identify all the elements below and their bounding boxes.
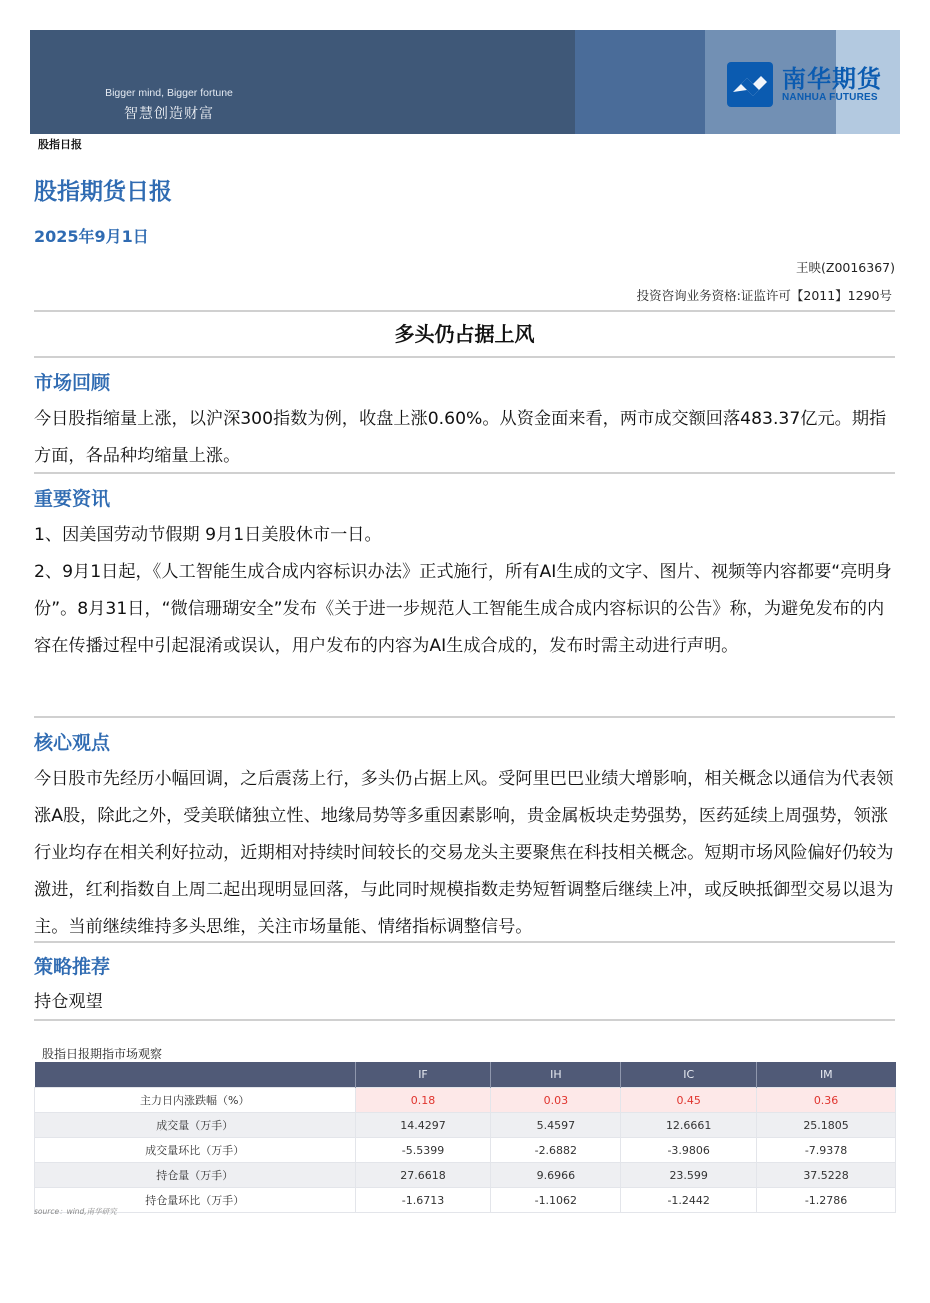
table-cell: -1.2786: [757, 1188, 896, 1213]
core-view-body: [34, 761, 900, 946]
table-cell: 23.599: [621, 1163, 757, 1188]
analyst-name: 王映(Z0016367): [796, 260, 895, 275]
table-cell: 12.6661: [621, 1113, 757, 1138]
column-header-if: IF: [355, 1062, 491, 1088]
table-cell: 9.6966: [491, 1163, 621, 1188]
table-cell: 0.18: [355, 1088, 491, 1113]
table-cell: 5.4597: [491, 1113, 621, 1138]
news-item: 2、9月1日起，《人工智能生成合成内容标识办法》正式施行，所有AI生成的文字、图片、视频等内容都要“亮明身份”。8月31日，“微信珊瑚安全”发布《关于进一步规范人工智能生成合成内容标识的公告》称，为避免发布的内容在传播过程中引起混淆或误认，用户发布的内容为AI生成合成的，发布时需主动进行声明。: [34, 562, 892, 656]
row-label: 成交量（万手）: [35, 1113, 356, 1138]
report-date: 2025年9月1日: [34, 227, 149, 246]
table-header-row: [35, 1062, 896, 1088]
divider: [34, 356, 895, 358]
table-cell: -2.6882: [491, 1138, 621, 1163]
strategy-text: 持仓观望: [34, 992, 103, 1012]
news-item: 1、因美国劳动节假期 9月1日美股休市一日。: [34, 525, 382, 545]
divider: [34, 716, 895, 718]
table-row: [35, 1188, 896, 1213]
table-row: [35, 1163, 896, 1188]
table-cell: -1.2442: [621, 1188, 757, 1213]
row-label: 成交量环比（万手）: [35, 1138, 356, 1163]
market-review-body: [34, 401, 900, 475]
table-cell: 27.6618: [355, 1163, 491, 1188]
section-title-strategy: 策略推荐: [34, 956, 111, 978]
row-label: 持仓量环比（万手）: [35, 1188, 356, 1213]
market-observation-table: [34, 1062, 896, 1213]
slogan-english: Bigger mind, Bigger fortune: [105, 87, 233, 99]
divider: [34, 472, 895, 474]
company-logo: [727, 62, 882, 107]
license-info: 投资咨询业务资格:证监许可【2011】1290号: [636, 288, 892, 303]
news-list: [34, 517, 900, 665]
table-cell: -3.9806: [621, 1138, 757, 1163]
table-cell: -1.1062: [491, 1188, 621, 1213]
table-row: [35, 1113, 896, 1138]
table-cell: 37.5228: [757, 1163, 896, 1188]
table-cell: 14.4297: [355, 1113, 491, 1138]
table-cell: 0.03: [491, 1088, 621, 1113]
row-label: 持仓量（万手）: [35, 1163, 356, 1188]
slogan-chinese: 智慧创造财富: [124, 106, 214, 122]
section-title-market-review: 市场回顾: [34, 372, 111, 394]
nanhua-logo-icon: [727, 62, 773, 107]
report-title: 股指期货日报: [34, 179, 172, 205]
report-headline: 多头仍占据上风: [394, 322, 535, 346]
table-cell: 0.36: [757, 1088, 896, 1113]
table-cell: -5.5399: [355, 1138, 491, 1163]
section-title-core-view: 核心观点: [34, 732, 111, 754]
column-header-ic: IC: [621, 1062, 757, 1088]
banner-band-mid: [575, 30, 705, 134]
table-row: [35, 1138, 896, 1163]
table-cell: 25.1805: [757, 1113, 896, 1138]
report-category-label: 股指日报: [38, 138, 82, 151]
core-view-text: 今日股市先经历小幅回调，之后震荡上行，多头仍占据上风。受阿里巴巴业绩大增影响，相关概念以通信为代表领涨A股，除此之外，受美联储独立性、地缘局势等多重因素影响，贵金属板块走势强势，医药延续上周强势，领涨行业均存在相关利好拉动，近期相对持续时间较长的交易龙头主要聚焦在科技相关概念。短期市场风险偏好仍较为激进，红利指数自上周二起出现明显回落，与此同时规模指数走势短暂调整后继续上冲，或反映抵御型交易以退为主。当前继续维持多头思维，关注市场量能、情绪指标调整信号。: [34, 769, 894, 937]
table-cell: -1.6713: [355, 1188, 491, 1213]
row-label: 主力日内涨跌幅（%）: [35, 1088, 356, 1113]
table-source-note: source：wind,南华研究: [34, 1207, 117, 1216]
column-header-ih: IH: [491, 1062, 621, 1088]
logo-english-name: NANHUA FUTURES: [782, 92, 878, 103]
logo-chinese-name: 南华期货: [782, 65, 882, 93]
table-row: [35, 1088, 896, 1113]
table-caption: 股指日报期指市场观察: [42, 1047, 163, 1061]
column-header-im: IM: [757, 1062, 896, 1088]
market-review-text: 今日股指缩量上涨，以沪深300指数为例，收盘上涨0.60%。从资金面来看，两市成交额回落483.37亿元。期指方面，各品种均缩量上涨。: [34, 409, 887, 466]
table-cell: 0.45: [621, 1088, 757, 1113]
section-title-news: 重要资讯: [34, 488, 111, 510]
table-cell: -7.9378: [757, 1138, 896, 1163]
column-header: [35, 1062, 356, 1088]
banner-band-dark: [30, 30, 575, 134]
strategy-body: [34, 984, 900, 1021]
divider: [34, 941, 895, 943]
divider: [34, 310, 895, 312]
divider: [34, 1019, 895, 1021]
